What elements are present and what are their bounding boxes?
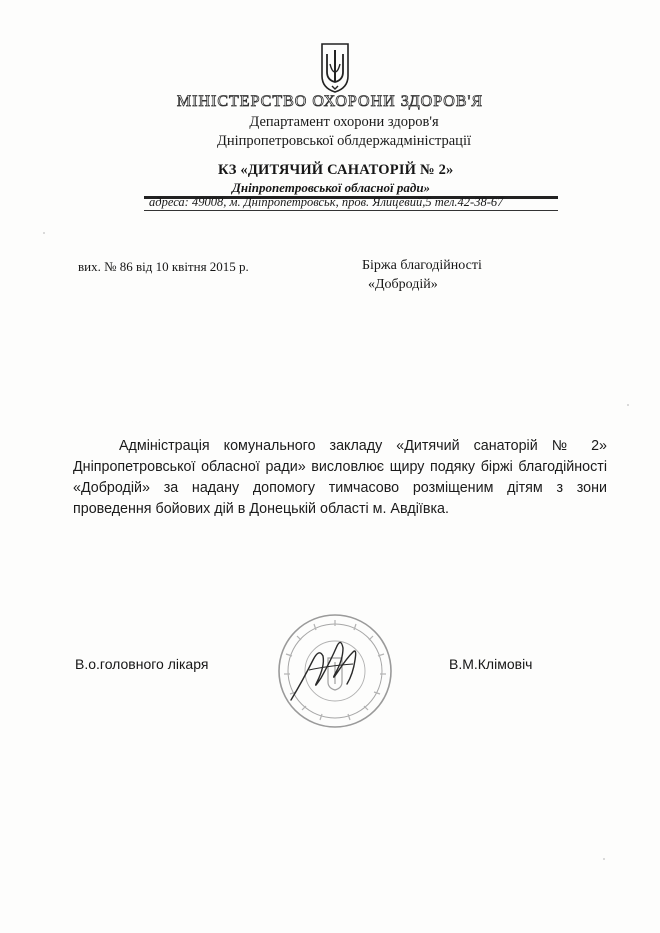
institution-name: КЗ «ДИТЯЧИЙ САНАТОРІЙ № 2» (218, 162, 454, 178)
institution-subtitle: Дніпропетровської обласної ради» (232, 180, 431, 195)
scan-speck (627, 404, 629, 406)
ukraine-trident-icon (318, 42, 352, 94)
recipient-line-2: «Добродій» (368, 277, 438, 292)
handwritten-signature-icon (283, 630, 373, 710)
ministry-title: МІНІСТЕРСТВО ОХОРОНИ ЗДОРОВ'Я (176, 93, 484, 110)
header-rule-thin (144, 210, 558, 211)
letter-body-paragraph: Адміністрація комунального закладу «Дитячий санаторій № 2» Дніпропетровської обласної ради» висловлює щиру подяку біржі благодійності «Добродій» за надану допомогу тимчасово розміщеним дітям з зони проведення бойових дій в Донецькій області м. Авдіївка. (73, 438, 607, 517)
department-line-2: Дніпропетровської облдержадміністрації (216, 133, 471, 149)
department-line-1: Департамент охорони здоров'я (249, 114, 439, 130)
signer-name: В.М.Клімовіч (449, 656, 533, 672)
outgoing-reference: вих. № 86 від 10 квітня 2015 р. (78, 259, 249, 274)
scan-speck (43, 232, 45, 234)
address-line: адреса: 49008, м. Дніпропетровськ, пров. Ялицевий,5 тел.42-38-67 (149, 195, 504, 209)
scan-speck (603, 858, 605, 860)
signer-position: В.о.головного лікаря (75, 656, 209, 672)
recipient-line-1: Біржа благодійності (362, 258, 482, 273)
